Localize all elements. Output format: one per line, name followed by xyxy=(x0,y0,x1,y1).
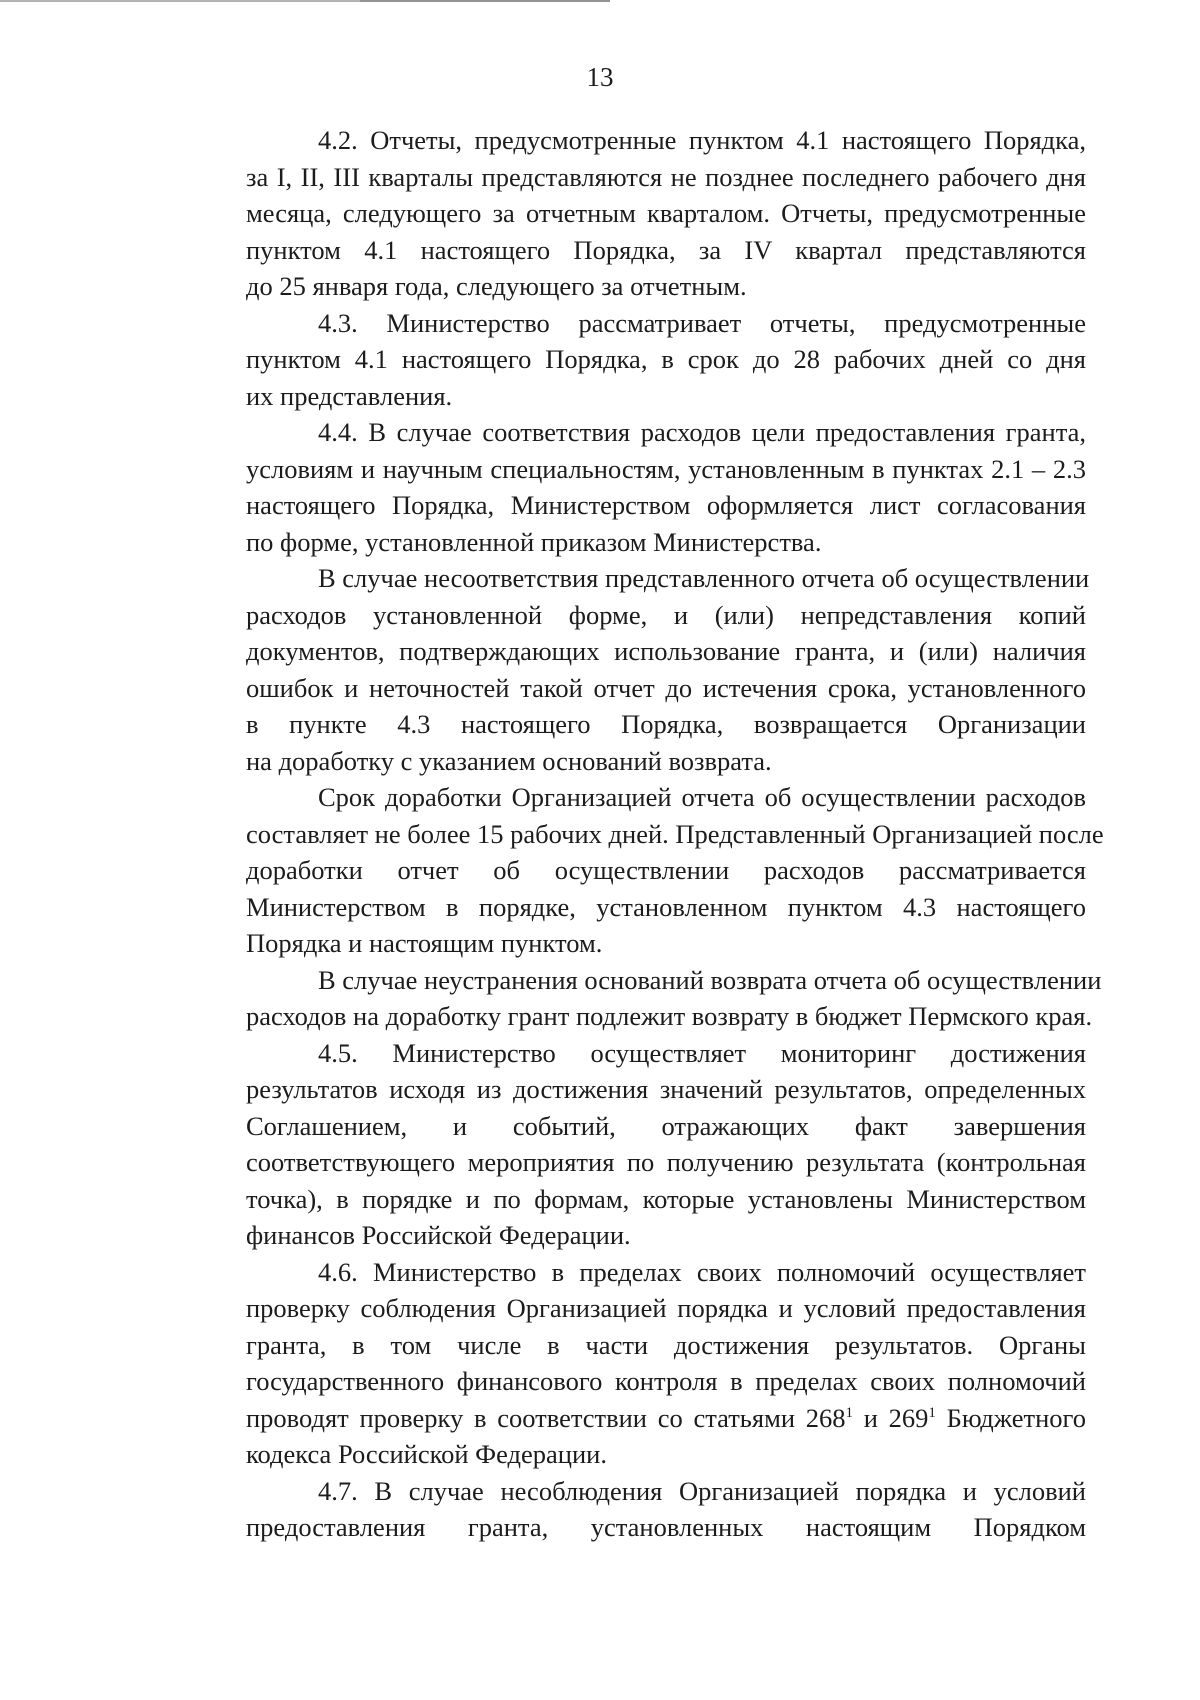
text-line: на доработку с указанием оснований возврата. xyxy=(246,745,772,776)
document-body xyxy=(174,122,1104,1546)
paragraph-nonconformity xyxy=(174,560,1090,779)
superscript: 1 xyxy=(928,1404,936,1421)
paragraph-4-2 xyxy=(174,122,1086,305)
text-line: точка), в порядке и по формам, которые установлены Министерством xyxy=(246,1183,1086,1214)
text-fragment: проводят проверку в соответствии со статьями 268 xyxy=(246,1402,846,1433)
paragraph-4-4 xyxy=(174,414,1086,560)
text-fragment: Бюджетного xyxy=(935,1402,1086,1433)
text-line: условиям и научным специальностям, установленным в пунктах 2.1 – 2.3 xyxy=(246,453,1086,484)
text-line: за I, II, III кварталы представляются не позднее последнего рабочего дня xyxy=(246,161,1086,192)
text-line: В случае неустранения оснований возврата отчета об осуществлении xyxy=(318,964,1102,995)
text-line: расходов установленной форме, и (или) непредставления копий xyxy=(246,599,1086,630)
text-line: доработки отчет об осуществлении расходов рассматривается xyxy=(246,855,1086,885)
text-line: расходов на доработку грант подлежит возврату в бюджет Пермского края. xyxy=(246,1001,1093,1031)
paragraph-4-7 xyxy=(174,1473,1086,1546)
text-line: предоставления гранта, установленных настоящим Порядком xyxy=(246,1512,1086,1542)
text-line: 4.3. Министерство рассматривает отчеты, предусмотренные xyxy=(318,307,1086,338)
text-line: 4.6. Министерство в пределах своих полномочий осуществляет xyxy=(318,1256,1086,1287)
text-line: 4.4. В случае соответствия расходов цели предоставления гранта, xyxy=(318,417,1086,447)
text-line: по форме, установленной приказом Министерства. xyxy=(246,526,822,557)
text-line: проверку соблюдения Организацией порядка и условий предоставления xyxy=(246,1293,1086,1323)
text-line-with-superscripts xyxy=(174,1400,1086,1437)
scan-edge-mark xyxy=(360,0,610,2)
scan-edge-mark xyxy=(0,0,360,2)
paragraph-4-6 xyxy=(174,1254,1086,1473)
text-line: Порядка и настоящим пунктом. xyxy=(246,928,603,958)
text-line: составляет не более 15 рабочих дней. Представленный Организацией после xyxy=(246,818,1104,849)
text-line: Министерством в порядке, установленном пунктом 4.3 настоящего xyxy=(246,891,1086,922)
text-line: пунктом 4.1 настоящего Порядка, в срок до 28 рабочих дней со дня xyxy=(246,344,1086,374)
text-line: кодекса Российской Федерации. xyxy=(246,1439,607,1469)
superscript: 1 xyxy=(845,1404,853,1421)
text-line: 4.2. Отчеты, предусмотренные пунктом 4.1 настоящего Порядка, xyxy=(318,125,1086,155)
text-line: результатов исходя из достижения значений результатов, определенных xyxy=(246,1074,1086,1104)
text-line: 4.7. В случае несоблюдения Организацией порядка и условий xyxy=(318,1475,1086,1506)
text-line: 4.5. Министерство осуществляет мониторинг достижения xyxy=(318,1037,1086,1068)
text-line: пунктом 4.1 настоящего Порядка, за IV квартал представляются xyxy=(246,234,1086,265)
text-line: гранта, в том числе в части достижения результатов. Органы xyxy=(246,1329,1086,1360)
text-line: ошибок и неточностей такой отчет до истечения срока, установленного xyxy=(246,672,1086,703)
text-line: В случае несоответствия представленного отчета об осуществлении xyxy=(318,563,1090,593)
text-line: настоящего Порядка, Министерством оформляется лист согласования xyxy=(246,490,1086,520)
text-line: государственного финансового контроля в пределах своих полномочий xyxy=(246,1366,1086,1396)
text-line: Срок доработки Организацией отчета об осуществлении расходов xyxy=(318,782,1086,812)
text-line: Соглашением, и событий, отражающих факт завершения xyxy=(246,1110,1086,1141)
paragraph-4-5 xyxy=(174,1035,1086,1254)
page-number: 13 xyxy=(586,62,614,92)
text-line: месяца, следующего за отчетным кварталом. Отчеты, предусмотренные xyxy=(246,198,1086,228)
text-line: документов, подтверждающих использование гранта, и (или) наличия xyxy=(246,636,1086,666)
text-line: соответствующего мероприятия по получению результата (контрольная xyxy=(246,1147,1086,1177)
paragraph-grant-return xyxy=(174,962,1102,1035)
text-line: до 25 января года, следующего за отчетным. xyxy=(246,271,747,301)
text-line: финансов Российской Федерации. xyxy=(246,1220,631,1250)
text-fragment: и 269 xyxy=(853,1402,929,1433)
text-line: в пункте 4.3 настоящего Порядка, возвращается Организации xyxy=(246,709,1086,739)
paragraph-revision-term xyxy=(174,779,1104,962)
text-line: их представления. xyxy=(246,380,453,411)
paragraph-4-3 xyxy=(174,305,1086,415)
